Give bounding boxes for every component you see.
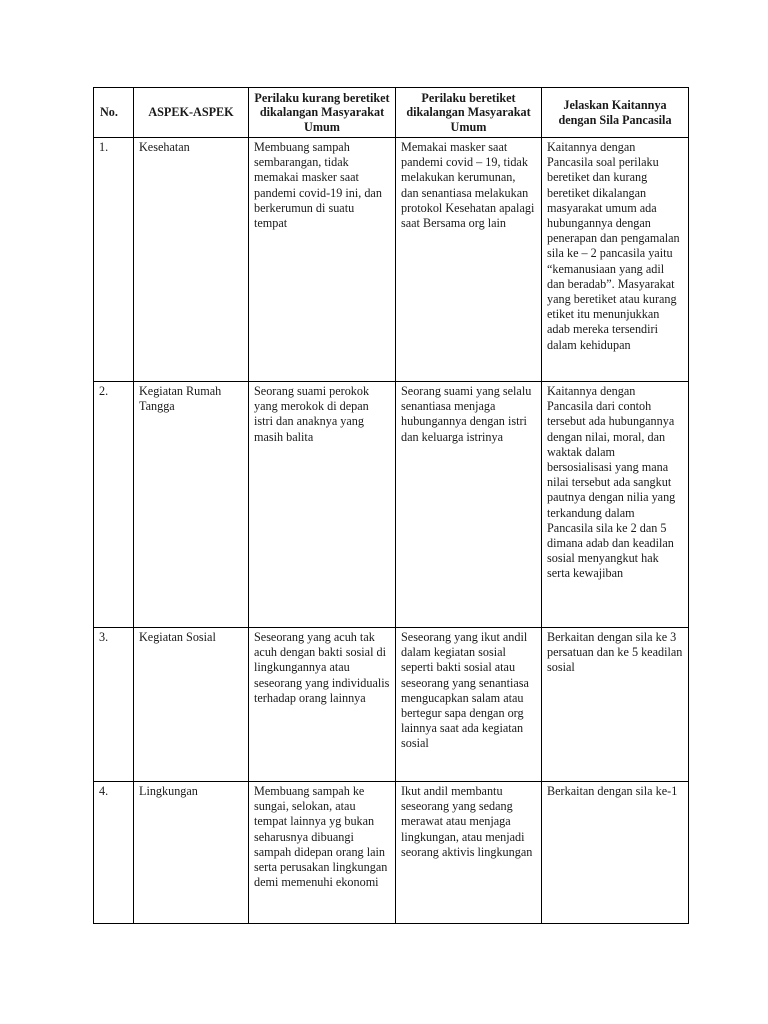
row-perilaku-beretiket: Ikut andil membantu seseorang yang sedang merawat atau menjaga lingkungan, atau menjadi seorang aktivis lingkungan xyxy=(396,782,542,924)
row-number: 4. xyxy=(94,782,134,924)
pancasila-ethics-table xyxy=(93,87,689,924)
table-row xyxy=(94,628,689,782)
row-aspek: Lingkungan xyxy=(134,782,249,924)
header-perilaku-kurang: Perilaku kurang beretiket dikalangan Masyarakat Umum xyxy=(249,88,396,138)
row-kaitan-pancasila: Kaitannya dengan Pancasila soal perilaku beretiket dan kurang beretiket dikalangan masyarakat umum ada hubungannya dengan penerapan dan pengamalan sila ke – 2 pancasila yaitu “kemanusiaan yang adil dan beradab”. Masyarakat yang beretiket atau kurang etiket itu menunjukkan adab mereka tersendiri dalam kehidupan xyxy=(542,138,689,382)
row-aspek: Kegiatan Rumah Tangga xyxy=(134,382,249,628)
header-kaitan-pancasila: Jelaskan Kaitannya dengan Sila Pancasila xyxy=(542,88,689,138)
header-no: No. xyxy=(94,88,134,138)
row-perilaku-beretiket: Memakai masker saat pandemi covid – 19, tidak melakukan kerumunan, dan senantiasa melakukan protokol Kesehatan apalagi saat Bersama org lain xyxy=(396,138,542,382)
row-perilaku-kurang: Seseorang yang acuh tak acuh dengan bakti sosial di lingkungannya atau seseorang yang individualis terhadap orang lainnya xyxy=(249,628,396,782)
row-aspek: Kegiatan Sosial xyxy=(134,628,249,782)
row-perilaku-kurang: Membuang sampah sembarangan, tidak memakai masker saat pandemi covid-19 ini, dan berkerumun di suatu tempat xyxy=(249,138,396,382)
row-perilaku-beretiket: Seorang suami yang selalu senantiasa menjaga hubungannya dengan istri dan keluarga istrinya xyxy=(396,382,542,628)
row-perilaku-beretiket: Seseorang yang ikut andil dalam kegiatan sosial seperti bakti sosial atau seseorang yang senantiasa mengucapkan salam atau bertegur sapa dengan org lainnya saat ada kegiatan sosial xyxy=(396,628,542,782)
table-row xyxy=(94,138,689,382)
row-perilaku-kurang: Seorang suami perokok yang merokok di depan istri dan anaknya yang masih balita xyxy=(249,382,396,628)
table-row xyxy=(94,382,689,628)
row-aspek: Kesehatan xyxy=(134,138,249,382)
row-kaitan-pancasila: Kaitannya dengan Pancasila dari contoh tersebut ada hubungannya dengan nilai, moral, dan waktak dalam bersosialisasi yang mana nilai tersebut ada sangkut pautnya dengan nilia yang terkandung dalam Pancasila sila ke 2 dan 5 dimana adab dan keadilan sosial menyangkut hak serta kewajiban xyxy=(542,382,689,628)
row-perilaku-kurang: Membuang sampah ke sungai, selokan, atau tempat lainnya yg bukan seharusnya dibuangi sampah didepan orang lain serta perusakan lingkungan demi memenuhi ekonomi xyxy=(249,782,396,924)
table-row xyxy=(94,782,689,924)
row-kaitan-pancasila: Berkaitan dengan sila ke-1 xyxy=(542,782,689,924)
row-number: 1. xyxy=(94,138,134,382)
header-aspek: ASPEK-ASPEK xyxy=(134,88,249,138)
header-perilaku-beretiket: Perilaku beretiket dikalangan Masyarakat Umum xyxy=(396,88,542,138)
row-kaitan-pancasila: Berkaitan dengan sila ke 3 persatuan dan ke 5 keadilan sosial xyxy=(542,628,689,782)
row-number: 3. xyxy=(94,628,134,782)
table-header-row xyxy=(94,88,689,138)
row-number: 2. xyxy=(94,382,134,628)
